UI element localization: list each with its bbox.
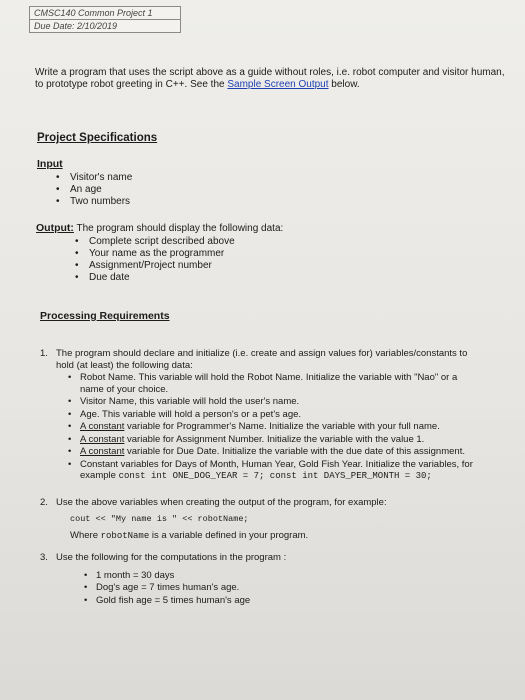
list-item: • Assignment/Project number [75, 260, 235, 272]
list-item: • Your name as the programmer [75, 248, 235, 260]
item-text: variable for Programmer's Name. Initialize the variable with your full name. [124, 421, 440, 432]
item-text: Age. This variable will hold a person's or a pet's age. [80, 408, 302, 420]
list-item: • Complete script described above [75, 236, 235, 248]
output-label: Output: [36, 222, 74, 234]
list-item: • An age [56, 184, 132, 196]
item-number: 2. [40, 496, 48, 508]
requirement-2 [40, 497, 480, 543]
list-item: • Visitor's name [56, 172, 132, 184]
output-text: The program should display the following data: [73, 223, 284, 234]
item-text: Use the following for the computations in the program : [56, 552, 287, 563]
input-label: Input [37, 158, 63, 170]
list-item [68, 396, 480, 408]
code-snippet: const int ONE_DOG_YEAR = 7; const int DAYS_PER_MONTH = 30; [118, 471, 432, 481]
item-text: variable for Due Date. Initialize the variable with the due date of this assignment. [124, 446, 465, 457]
requirement-3-sublist [84, 570, 480, 607]
output-list [75, 236, 235, 284]
item-text: Robot Name. This variable will hold the Robot Name. Initialize the variable with "Nao" or a name of your choice. [80, 372, 458, 395]
item-text: Use the above variables when creating the output of the program, for example: [56, 496, 387, 508]
intro-paragraph [35, 67, 513, 91]
underlined-text: A constant [80, 433, 125, 445]
due-date: Due Date: 2/10/2019 [30, 19, 180, 32]
code-example: cout << "My name is " << robotName; [70, 514, 249, 524]
list-item [68, 446, 480, 458]
list-item [68, 421, 480, 433]
list-item [68, 372, 480, 395]
list-item [68, 434, 480, 446]
where-prefix: Where [70, 529, 101, 541]
item-text: Constant variables for Days of Month, Human Year, Gold Fish Year. Initialize the variables, for example [80, 458, 473, 481]
intro-text: Write a program that uses the script above as a guide without roles, i.e. robot computer and visitor human, to prototype robot greeting in C++. See the [35, 67, 505, 90]
list-item [68, 409, 480, 421]
item-number: 1. [40, 348, 48, 359]
underlined-text: A constant [80, 421, 125, 432]
item-text: Visitor Name, this variable will hold the user's name. [80, 396, 300, 407]
where-line [70, 530, 480, 543]
course-title: CMSC140 Common Project 1 [34, 8, 153, 18]
processing-list [40, 348, 480, 607]
input-list [56, 172, 132, 208]
requirement-1-sublist [68, 372, 480, 483]
requirement-3 [40, 552, 480, 606]
where-text: is a variable defined in your program. [149, 529, 309, 541]
list-item: • Gold fish age = 5 times human's age [84, 595, 480, 607]
list-item: • Due date [75, 272, 235, 284]
code-snippet: robotName [100, 530, 150, 541]
list-item [68, 459, 480, 483]
header-box [29, 6, 181, 33]
item-text: The program should declare and initialize (i.e. create and assign values for) variables/constants to hold (at least) the following data: [56, 348, 468, 371]
project-specifications-heading: Project Specifications [37, 132, 158, 144]
intro-text-end: below. [328, 79, 360, 90]
underlined-text: A constant [80, 446, 125, 457]
requirement-1 [40, 348, 480, 483]
list-item: • 1 month = 30 days [84, 570, 480, 582]
output-line [36, 222, 283, 234]
item-number: 3. [40, 552, 48, 563]
processing-requirements-heading: Processing Requirements [40, 310, 170, 322]
sample-output-link[interactable]: Sample Screen Output [227, 79, 329, 90]
list-item: • Dog's age = 7 times human's age. [84, 582, 480, 594]
item-text: variable for Assignment Number. Initialize the variable with the value 1. [124, 433, 425, 445]
list-item: • Two numbers [56, 196, 132, 208]
